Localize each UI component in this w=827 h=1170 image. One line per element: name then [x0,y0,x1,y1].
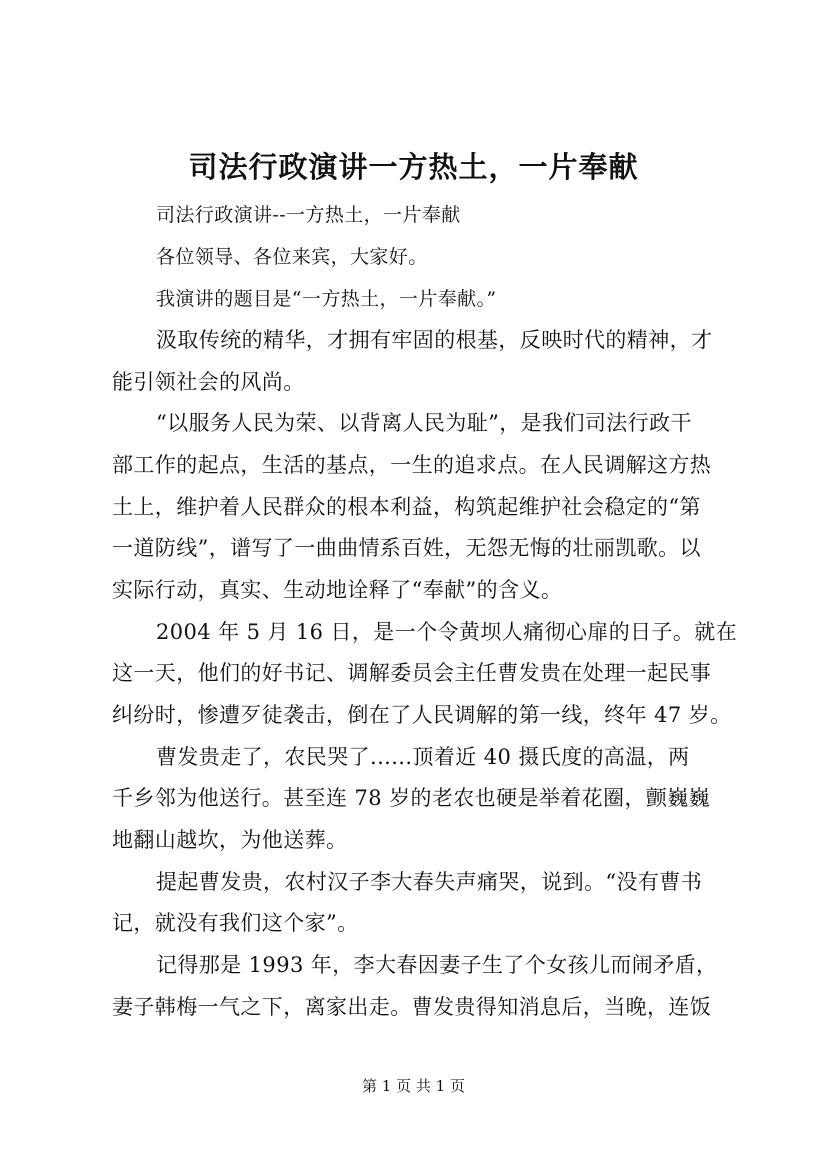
topic-line: 我演讲的题目是“一方热土，一片奉献。” [156,288,497,310]
paragraph-line: 提起曹发贵，农村汉子李大春失声痛哭，说到。“没有曹书 [156,870,703,894]
paragraph-line: 土上，维护着人民群众的根本利益，构筑起维护社会稳定的“第 [112,495,701,519]
paragraph-line: 曹发贵走了，农民哭了......顶着近 40 摄氏度的高温，两 [156,745,690,769]
paragraph-line: 汲取传统的精华，才拥有牢固的根基，反映时代的精神，才 [156,328,713,352]
page-footer: 第 1 页 共 1 页 [362,1077,465,1095]
greeting-line: 各位领导、各位来宾，大家好。 [156,246,428,268]
paragraph-line: 记得那是 1993 年，李大春因妻子生了个女孩儿而闹矛盾， [156,953,718,977]
paragraph-line: 妻子韩梅一气之下，离家出走。曹发贵得知消息后，当晚，连饭 [112,995,712,1019]
paragraph-line: 实际行动，真实、生动地诠释了“奉献”的含义。 [112,578,563,602]
paragraph-line: 部工作的起点，生活的基点，一生的追求点。在人民调解这方热 [112,453,712,477]
paragraph-line: 能引领社会的风尚。 [112,370,305,394]
paragraph-line: 一道防线”，谱写了一曲曲情系百姓，无怨无悔的壮丽凯歌。以 [112,536,701,560]
subtitle-line: 司法行政演讲--一方热土，一片奉献 [156,204,461,226]
paragraph-line: “以服务人民为荣、以背离人民为耻”，是我们司法行政干 [156,411,692,435]
paragraph-line: 2004 年 5 月 16 日，是一个令黄坝人痛彻心扉的日子。就在 [156,620,738,644]
paragraph-line: 纠纷时，惨遭歹徒袭击，倒在了人民调解的第一线，终年 47 岁。 [112,703,732,727]
paragraph-line: 地翻山越坎，为他送葬。 [112,828,348,852]
paragraph-line: 记，就没有我们这个家”。 [112,911,359,935]
paragraph-line: 千乡邻为他送行。甚至连 78 岁的老农也硬是举着花圈，颤巍巍 [112,786,711,810]
paragraph-line: 这一天，他们的好书记、调解委员会主任曹发贵在处理一起民事 [112,661,712,685]
document-title: 司法行政演讲一方热土，一片奉献 [188,150,639,184]
